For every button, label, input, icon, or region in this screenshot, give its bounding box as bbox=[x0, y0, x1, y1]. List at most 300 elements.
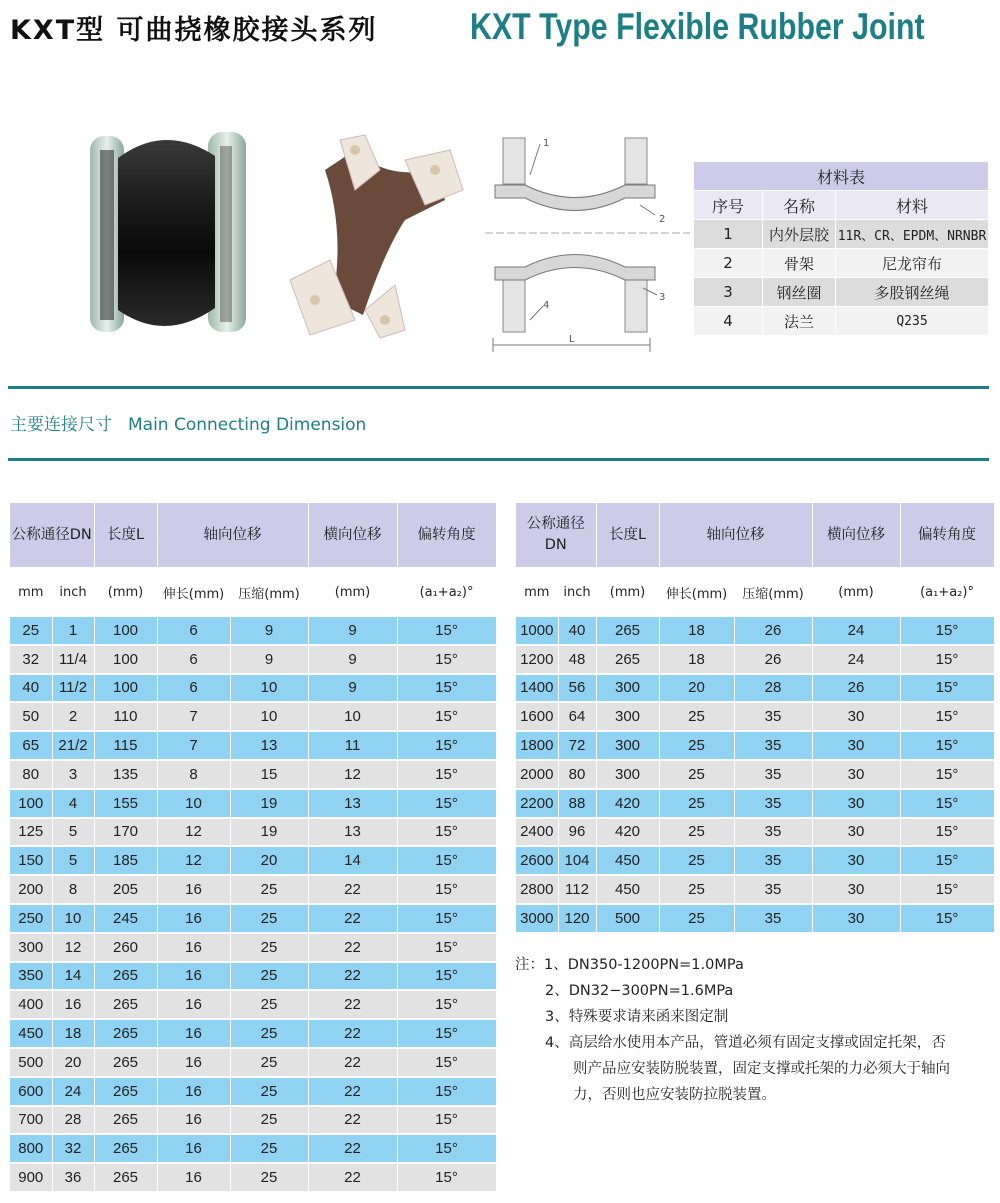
table-cell: 24 bbox=[812, 645, 900, 674]
table-cell: 25 bbox=[659, 818, 734, 847]
table-cell: 15° bbox=[397, 674, 496, 703]
table-cell: 25 bbox=[230, 904, 308, 933]
table-cell: 25 bbox=[230, 1077, 308, 1106]
header-angle: 偏转角度 bbox=[397, 503, 496, 568]
table-cell: 80 bbox=[10, 760, 52, 789]
table-cell: 18 bbox=[52, 1019, 94, 1048]
table-cell: 265 bbox=[94, 990, 157, 1019]
table-cell: 2800 bbox=[516, 875, 558, 904]
dimension-table-right bbox=[516, 503, 995, 934]
table-cell: 50 bbox=[10, 702, 52, 731]
table-cell: 19 bbox=[230, 789, 308, 818]
table-cell: 1600 bbox=[516, 702, 558, 731]
table-cell: 22 bbox=[308, 933, 397, 962]
materials-cell: 3 bbox=[694, 278, 763, 307]
table-row bbox=[516, 760, 994, 789]
notes-lead: 注： bbox=[515, 957, 544, 973]
cutaway-photo bbox=[285, 130, 470, 340]
materials-header-name: 名称 bbox=[763, 191, 836, 220]
header-length: 长度L bbox=[94, 503, 157, 568]
table-cell: 22 bbox=[308, 1077, 397, 1106]
table-cell: 14 bbox=[308, 846, 397, 875]
table-cell: 15° bbox=[397, 904, 496, 933]
table-cell: 35 bbox=[734, 760, 812, 789]
table-row bbox=[10, 789, 496, 818]
table-cell: 100 bbox=[94, 616, 157, 645]
table-cell: 300 bbox=[596, 674, 659, 703]
section-title-en: Main Connecting Dimension bbox=[128, 415, 367, 435]
table-row bbox=[10, 1106, 496, 1135]
unit-mm: mm bbox=[516, 568, 558, 616]
table-cell: 115 bbox=[94, 731, 157, 760]
table-cell: 80 bbox=[558, 760, 596, 789]
header-lateral: 横向位移 bbox=[812, 503, 900, 568]
table-cell: 300 bbox=[596, 760, 659, 789]
table-cell: 450 bbox=[596, 846, 659, 875]
table-cell: 16 bbox=[157, 1019, 230, 1048]
note-item: 3、特殊要求请来函来图定制 bbox=[545, 1009, 729, 1025]
table-cell: 20 bbox=[659, 674, 734, 703]
table-cell: 16 bbox=[157, 904, 230, 933]
table-cell: 15° bbox=[900, 875, 994, 904]
dimension-table-left bbox=[10, 503, 497, 1193]
table-cell: 11/2 bbox=[52, 674, 94, 703]
materials-cell: 1 bbox=[694, 220, 763, 249]
table-cell: 3000 bbox=[516, 904, 558, 933]
table-cell: 265 bbox=[94, 1106, 157, 1135]
table-cell: 265 bbox=[94, 962, 157, 991]
table-cell: 21/2 bbox=[52, 731, 94, 760]
table-cell: 16 bbox=[157, 1163, 230, 1192]
table-row bbox=[10, 875, 496, 904]
notes bbox=[515, 952, 995, 1108]
table-cell: 2 bbox=[52, 702, 94, 731]
diagram-label-4: 4 bbox=[543, 300, 550, 311]
table-cell: 800 bbox=[10, 1134, 52, 1163]
table-cell: 22 bbox=[308, 1106, 397, 1135]
table-cell: 450 bbox=[596, 875, 659, 904]
table-cell: 15° bbox=[397, 962, 496, 991]
note-item: 2、DN32−300PN=1.6MPa bbox=[545, 983, 734, 999]
table-cell: 22 bbox=[308, 1019, 397, 1048]
table-cell: 24 bbox=[52, 1077, 94, 1106]
table-cell: 500 bbox=[596, 904, 659, 933]
table-cell: 6 bbox=[157, 674, 230, 703]
table-cell: 19 bbox=[230, 818, 308, 847]
note-continuation: 力，否则也应安装防拉脱装置。 bbox=[573, 1087, 776, 1103]
table-cell: 14 bbox=[52, 962, 94, 991]
table-cell: 100 bbox=[10, 789, 52, 818]
table-cell: 6 bbox=[157, 645, 230, 674]
table-cell: 35 bbox=[734, 846, 812, 875]
table-row bbox=[516, 875, 994, 904]
table-cell: 9 bbox=[230, 616, 308, 645]
table-cell: 15° bbox=[397, 760, 496, 789]
table-cell: 30 bbox=[812, 760, 900, 789]
table-cell: 30 bbox=[812, 875, 900, 904]
unit-lateral: (mm) bbox=[308, 568, 397, 616]
table-cell: 35 bbox=[734, 904, 812, 933]
table-cell: 15° bbox=[397, 990, 496, 1019]
table-cell: 9 bbox=[230, 645, 308, 674]
table-row bbox=[10, 962, 496, 991]
table-row bbox=[10, 760, 496, 789]
table-cell: 25 bbox=[659, 760, 734, 789]
table-cell: 40 bbox=[558, 616, 596, 645]
divider-top bbox=[8, 386, 989, 389]
materials-cell: 内外层胶 bbox=[763, 220, 836, 249]
unit-length: (mm) bbox=[94, 568, 157, 616]
table-cell: 25 bbox=[230, 962, 308, 991]
table-cell: 26 bbox=[734, 645, 812, 674]
table-row bbox=[10, 933, 496, 962]
unit-inch: inch bbox=[52, 568, 94, 616]
rubber-joint-photo bbox=[70, 128, 270, 338]
table-cell: 35 bbox=[734, 702, 812, 731]
table-cell: 35 bbox=[734, 818, 812, 847]
table-cell: 450 bbox=[10, 1019, 52, 1048]
materials-cell: 2 bbox=[694, 249, 763, 278]
table-row bbox=[516, 904, 994, 933]
table-cell: 15° bbox=[900, 731, 994, 760]
materials-table bbox=[693, 161, 989, 336]
table-cell: 125 bbox=[10, 818, 52, 847]
table-cell: 260 bbox=[94, 933, 157, 962]
note-item: 4、高层给水使用本产品，管道必须有固定支撑或固定托架，否 bbox=[545, 1035, 946, 1051]
materials-header-no: 序号 bbox=[694, 191, 763, 220]
table-cell: 25 bbox=[230, 1163, 308, 1192]
table-cell: 350 bbox=[10, 962, 52, 991]
table-cell: 15° bbox=[397, 789, 496, 818]
table-cell: 10 bbox=[52, 904, 94, 933]
header-axial: 轴向位移 bbox=[157, 503, 308, 568]
table-cell: 40 bbox=[10, 674, 52, 703]
table-row bbox=[10, 904, 496, 933]
table-cell: 15° bbox=[900, 616, 994, 645]
table-cell: 300 bbox=[10, 933, 52, 962]
table-cell: 900 bbox=[10, 1163, 52, 1192]
table-cell: 25 bbox=[659, 875, 734, 904]
table-row bbox=[10, 674, 496, 703]
table-cell: 9 bbox=[308, 674, 397, 703]
table-cell: 15° bbox=[397, 846, 496, 875]
table-cell: 700 bbox=[10, 1106, 52, 1135]
table-cell: 7 bbox=[157, 731, 230, 760]
table-cell: 600 bbox=[10, 1077, 52, 1106]
table-cell: 8 bbox=[52, 875, 94, 904]
table-cell: 2200 bbox=[516, 789, 558, 818]
table-cell: 15° bbox=[900, 674, 994, 703]
header-dn: 公称通径DN bbox=[516, 503, 596, 568]
table-cell: 15° bbox=[397, 645, 496, 674]
unit-extension: 伸长(mm) bbox=[157, 568, 230, 616]
table-cell: 15° bbox=[397, 875, 496, 904]
cross-section-diagram bbox=[485, 130, 690, 355]
table-cell: 30 bbox=[812, 818, 900, 847]
table-cell: 22 bbox=[308, 990, 397, 1019]
table-cell: 265 bbox=[94, 1019, 157, 1048]
section-title bbox=[10, 410, 366, 435]
table-cell: 25 bbox=[230, 1048, 308, 1077]
table-cell: 22 bbox=[308, 1048, 397, 1077]
table-cell: 25 bbox=[659, 904, 734, 933]
materials-cell: Q235 bbox=[836, 307, 989, 336]
table-row bbox=[10, 1077, 496, 1106]
table-cell: 11 bbox=[308, 731, 397, 760]
table-cell: 25 bbox=[659, 846, 734, 875]
table-cell: 16 bbox=[157, 933, 230, 962]
table-cell: 6 bbox=[157, 616, 230, 645]
unit-length: (mm) bbox=[596, 568, 659, 616]
table-cell: 25 bbox=[10, 616, 52, 645]
materials-cell: 法兰 bbox=[763, 307, 836, 336]
table-cell: 15° bbox=[397, 933, 496, 962]
table-cell: 9 bbox=[308, 616, 397, 645]
table-cell: 15° bbox=[900, 702, 994, 731]
table-cell: 1400 bbox=[516, 674, 558, 703]
table-cell: 16 bbox=[157, 1048, 230, 1077]
table-cell: 1000 bbox=[516, 616, 558, 645]
table-cell: 170 bbox=[94, 818, 157, 847]
unit-angle: (a₁+a₂)° bbox=[900, 568, 994, 616]
table-cell: 22 bbox=[308, 904, 397, 933]
table-cell: 420 bbox=[596, 818, 659, 847]
table-row bbox=[10, 1163, 496, 1192]
table-cell: 16 bbox=[157, 990, 230, 1019]
table-row bbox=[10, 1019, 496, 1048]
table-row bbox=[10, 818, 496, 847]
table-cell: 65 bbox=[10, 731, 52, 760]
table-row bbox=[10, 1048, 496, 1077]
table-cell: 265 bbox=[596, 616, 659, 645]
table-cell: 22 bbox=[308, 875, 397, 904]
table-cell: 15° bbox=[397, 1106, 496, 1135]
table-cell: 420 bbox=[596, 789, 659, 818]
table-cell: 12 bbox=[157, 818, 230, 847]
table-cell: 18 bbox=[659, 616, 734, 645]
table-cell: 30 bbox=[812, 702, 900, 731]
table-cell: 1800 bbox=[516, 731, 558, 760]
table-row bbox=[516, 674, 994, 703]
table-row bbox=[516, 789, 994, 818]
unit-mm: mm bbox=[10, 568, 52, 616]
table-cell: 16 bbox=[52, 990, 94, 1019]
table-cell: 16 bbox=[157, 1134, 230, 1163]
table-cell: 110 bbox=[94, 702, 157, 731]
table-cell: 48 bbox=[558, 645, 596, 674]
table-cell: 30 bbox=[812, 789, 900, 818]
table-cell: 155 bbox=[94, 789, 157, 818]
table-cell: 13 bbox=[308, 789, 397, 818]
table-cell: 25 bbox=[230, 1019, 308, 1048]
table-cell: 120 bbox=[558, 904, 596, 933]
table-cell: 22 bbox=[308, 962, 397, 991]
unit-extension: 伸长(mm) bbox=[659, 568, 734, 616]
unit-compression: 压缩(mm) bbox=[230, 568, 308, 616]
table-cell: 35 bbox=[734, 875, 812, 904]
unit-lateral: (mm) bbox=[812, 568, 900, 616]
table-cell: 265 bbox=[94, 1134, 157, 1163]
diagram-label-2: 2 bbox=[659, 214, 666, 225]
materials-cell: 钢丝圈 bbox=[763, 278, 836, 307]
diagram-label-3: 3 bbox=[659, 292, 666, 303]
header-lateral: 横向位移 bbox=[308, 503, 397, 568]
table-cell: 400 bbox=[10, 990, 52, 1019]
materials-cell: 多股钢丝绳 bbox=[836, 278, 989, 307]
table-cell: 10 bbox=[230, 702, 308, 731]
table-cell: 1200 bbox=[516, 645, 558, 674]
table-cell: 30 bbox=[812, 904, 900, 933]
table-cell: 2400 bbox=[516, 818, 558, 847]
table-cell: 265 bbox=[94, 1077, 157, 1106]
table-cell: 12 bbox=[157, 846, 230, 875]
table-cell: 32 bbox=[10, 645, 52, 674]
table-cell: 16 bbox=[157, 1106, 230, 1135]
table-cell: 2600 bbox=[516, 846, 558, 875]
table-cell: 15° bbox=[900, 818, 994, 847]
table-cell: 25 bbox=[230, 990, 308, 1019]
table-cell: 12 bbox=[308, 760, 397, 789]
table-cell: 25 bbox=[230, 875, 308, 904]
table-cell: 35 bbox=[734, 731, 812, 760]
table-cell: 7 bbox=[157, 702, 230, 731]
table-cell: 300 bbox=[596, 702, 659, 731]
table-cell: 15° bbox=[397, 818, 496, 847]
materials-cell: 11R、CR、EPDM、NRNBR bbox=[836, 220, 989, 249]
table-cell: 26 bbox=[812, 674, 900, 703]
table-cell: 30 bbox=[812, 731, 900, 760]
table-row bbox=[516, 846, 994, 875]
table-cell: 265 bbox=[94, 1163, 157, 1192]
header-length: 长度L bbox=[596, 503, 659, 568]
table-cell: 13 bbox=[230, 731, 308, 760]
title-english: KXT Type Flexible Rubber Joint bbox=[470, 6, 925, 47]
table-row bbox=[10, 990, 496, 1019]
table-cell: 18 bbox=[659, 645, 734, 674]
table-cell: 100 bbox=[94, 674, 157, 703]
divider-bottom bbox=[8, 458, 989, 461]
table-cell: 135 bbox=[94, 760, 157, 789]
table-cell: 15° bbox=[397, 1048, 496, 1077]
table-cell: 72 bbox=[558, 731, 596, 760]
table-cell: 16 bbox=[157, 962, 230, 991]
materials-cell: 尼龙帘布 bbox=[836, 249, 989, 278]
table-row bbox=[516, 616, 994, 645]
table-cell: 265 bbox=[94, 1048, 157, 1077]
table-cell: 150 bbox=[10, 846, 52, 875]
table-row bbox=[516, 645, 994, 674]
table-row bbox=[10, 702, 496, 731]
table-cell: 245 bbox=[94, 904, 157, 933]
table-cell: 15 bbox=[230, 760, 308, 789]
table-cell: 26 bbox=[734, 616, 812, 645]
table-cell: 16 bbox=[157, 1077, 230, 1106]
table-cell: 15° bbox=[397, 702, 496, 731]
unit-compression: 压缩(mm) bbox=[734, 568, 812, 616]
table-cell: 28 bbox=[734, 674, 812, 703]
table-cell: 35 bbox=[734, 789, 812, 818]
table-cell: 12 bbox=[52, 933, 94, 962]
header-angle: 偏转角度 bbox=[900, 503, 994, 568]
table-row bbox=[516, 702, 994, 731]
table-cell: 88 bbox=[558, 789, 596, 818]
note-continuation: 则产品应安装防脱装置，固定支撑或托架的力必须大于轴向 bbox=[573, 1061, 950, 1077]
table-cell: 25 bbox=[230, 933, 308, 962]
unit-angle: (a₁+a₂)° bbox=[397, 568, 496, 616]
table-cell: 25 bbox=[659, 731, 734, 760]
table-cell: 64 bbox=[558, 702, 596, 731]
table-row bbox=[10, 645, 496, 674]
table-cell: 104 bbox=[558, 846, 596, 875]
table-cell: 36 bbox=[52, 1163, 94, 1192]
table-cell: 8 bbox=[157, 760, 230, 789]
materials-header-material: 材料 bbox=[836, 191, 989, 220]
table-cell: 20 bbox=[230, 846, 308, 875]
table-cell: 9 bbox=[308, 645, 397, 674]
header-dn: 公称通径DN bbox=[10, 503, 94, 568]
table-cell: 10 bbox=[230, 674, 308, 703]
table-cell: 3 bbox=[52, 760, 94, 789]
table-cell: 15° bbox=[397, 1077, 496, 1106]
table-cell: 500 bbox=[10, 1048, 52, 1077]
table-cell: 25 bbox=[659, 702, 734, 731]
table-cell: 15° bbox=[900, 760, 994, 789]
materials-cell: 4 bbox=[694, 307, 763, 336]
table-cell: 25 bbox=[230, 1134, 308, 1163]
materials-caption: 材料表 bbox=[694, 162, 989, 191]
table-cell: 100 bbox=[94, 645, 157, 674]
materials-cell: 骨架 bbox=[763, 249, 836, 278]
table-cell: 56 bbox=[558, 674, 596, 703]
table-cell: 28 bbox=[52, 1106, 94, 1135]
table-row bbox=[516, 818, 994, 847]
title-chinese: KXT型 可曲挠橡胶接头系列 bbox=[10, 15, 378, 46]
table-cell: 22 bbox=[308, 1163, 397, 1192]
table-cell: 10 bbox=[157, 789, 230, 818]
section-title-cn: 主要连接尺寸 bbox=[10, 415, 112, 435]
table-row bbox=[10, 616, 496, 645]
diagram-label-length: L bbox=[569, 334, 575, 345]
table-cell: 96 bbox=[558, 818, 596, 847]
table-cell: 13 bbox=[308, 818, 397, 847]
table-cell: 22 bbox=[308, 1134, 397, 1163]
table-cell: 15° bbox=[900, 645, 994, 674]
table-cell: 15° bbox=[397, 616, 496, 645]
table-cell: 20 bbox=[52, 1048, 94, 1077]
table-cell: 15° bbox=[397, 1163, 496, 1192]
note-item: 1、DN350-1200PN=1.0MPa bbox=[544, 957, 744, 973]
table-row bbox=[10, 1134, 496, 1163]
table-cell: 10 bbox=[308, 702, 397, 731]
table-cell: 15° bbox=[900, 789, 994, 818]
table-cell: 15° bbox=[900, 846, 994, 875]
table-cell: 24 bbox=[812, 616, 900, 645]
table-cell: 200 bbox=[10, 875, 52, 904]
table-cell: 112 bbox=[558, 875, 596, 904]
table-row bbox=[516, 731, 994, 760]
table-cell: 2000 bbox=[516, 760, 558, 789]
table-cell: 4 bbox=[52, 789, 94, 818]
table-cell: 185 bbox=[94, 846, 157, 875]
unit-inch: inch bbox=[558, 568, 596, 616]
table-row bbox=[10, 846, 496, 875]
table-cell: 15° bbox=[397, 731, 496, 760]
table-row bbox=[10, 731, 496, 760]
table-cell: 30 bbox=[812, 846, 900, 875]
table-cell: 25 bbox=[659, 789, 734, 818]
table-cell: 15° bbox=[397, 1019, 496, 1048]
table-cell: 250 bbox=[10, 904, 52, 933]
